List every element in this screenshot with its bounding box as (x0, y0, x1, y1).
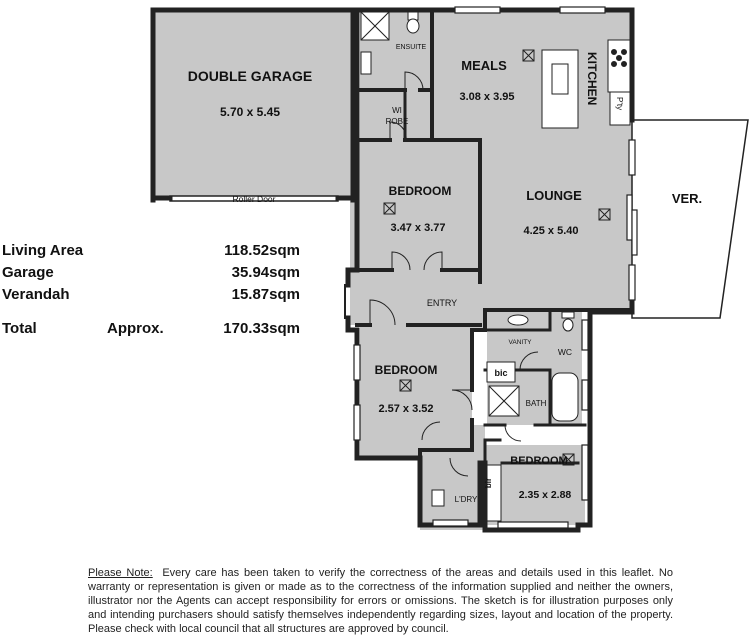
wi-robe-fill (360, 90, 430, 140)
area-row-garage (2, 264, 302, 286)
wi-robe-label-2: ROBE (385, 117, 409, 126)
bir-box (487, 465, 501, 521)
area-row-verandah (2, 286, 302, 308)
bathtub-icon (552, 373, 578, 421)
bedroom3-name: BEDROOM (510, 455, 568, 467)
wc-toilet-icon (562, 312, 574, 318)
window (560, 7, 605, 13)
window (582, 380, 588, 410)
lounge-size: 4.25 x 5.40 (523, 225, 579, 237)
bir-label: bir (484, 477, 493, 489)
cooktop-icon (608, 40, 630, 92)
lounge-name: LOUNGE (526, 188, 582, 203)
window (582, 320, 588, 350)
bedroom1-size: 3.47 x 3.77 (390, 222, 446, 234)
meals-name: MEALS (461, 58, 507, 73)
verandah-area-label: Verandah (2, 286, 70, 303)
garage-fill (153, 10, 353, 196)
verandah-area-value: 15.87sqm (231, 286, 300, 303)
laundry-trough-icon (432, 490, 444, 506)
total-area-label: Total (2, 320, 37, 337)
window (433, 520, 468, 526)
window (629, 140, 635, 175)
laundry-label: L'DRY (454, 495, 478, 504)
area-row-living (2, 242, 302, 264)
wi-robe-label-1: WI (392, 106, 402, 115)
disclaimer-note (88, 566, 673, 636)
vanity-label: VANITY (508, 339, 532, 346)
note-heading: Please Note: (88, 567, 153, 579)
wc-label: WC (557, 347, 573, 357)
pantry-label: P'ty (615, 97, 624, 111)
window (455, 7, 500, 13)
sink-icon (552, 64, 568, 94)
garage-area-label: Garage (2, 264, 54, 281)
bath-label: BATH (525, 399, 547, 408)
note-body: Every care has been taken to verify the correctness of the areas and details used in this leaflet. No warranty or representation is given or made as to the correctness of the information supplied and neither the owners, illustrator nor the Agents can accept responsibility for errors or omissions. The sketch is for illustration purposes only and intending purchasers should satisfy themselves independently regarding sizes, layout and location of the property. Please check with local council that all structures are approved by council. (88, 567, 673, 635)
total-area-value: 170.33sqm (223, 320, 300, 337)
vanity-basin-icon (508, 315, 528, 325)
garage-size: 5.70 x 5.45 (219, 105, 281, 119)
verandah-name: VER. (671, 191, 703, 206)
bedroom3-size: 2.35 x 2.88 (518, 489, 572, 501)
total-approx-label: Approx. (107, 320, 164, 337)
entry-label: ENTRY (426, 298, 458, 308)
area-summary (2, 242, 302, 342)
window (582, 445, 588, 500)
bedroom2-size: 2.57 x 3.52 (378, 403, 434, 415)
living-area-label: Living Area (2, 242, 84, 259)
bic-label: bic (494, 368, 508, 378)
garage-area-value: 35.94sqm (231, 264, 300, 281)
kitchen-name: KITCHEN (585, 52, 599, 106)
laundry-fill (420, 425, 485, 530)
garage-name: DOUBLE GARAGE (187, 68, 313, 84)
bedroom1-fill (350, 140, 480, 270)
window (354, 345, 360, 380)
area-row-total (2, 320, 302, 342)
ensuite-label: ENSUITE (395, 44, 427, 51)
living-area-value: 118.52sqm (224, 242, 300, 259)
window (354, 405, 360, 440)
roller-door-label: Roller Door (232, 194, 276, 204)
meals-size: 3.08 x 3.95 (459, 91, 515, 103)
basin-icon (361, 52, 371, 74)
bedroom1-name: BEDROOM (388, 184, 452, 198)
bedroom2-name: BEDROOM (374, 363, 438, 377)
window (629, 265, 635, 300)
verandah-outline (632, 120, 748, 318)
window (498, 522, 568, 528)
